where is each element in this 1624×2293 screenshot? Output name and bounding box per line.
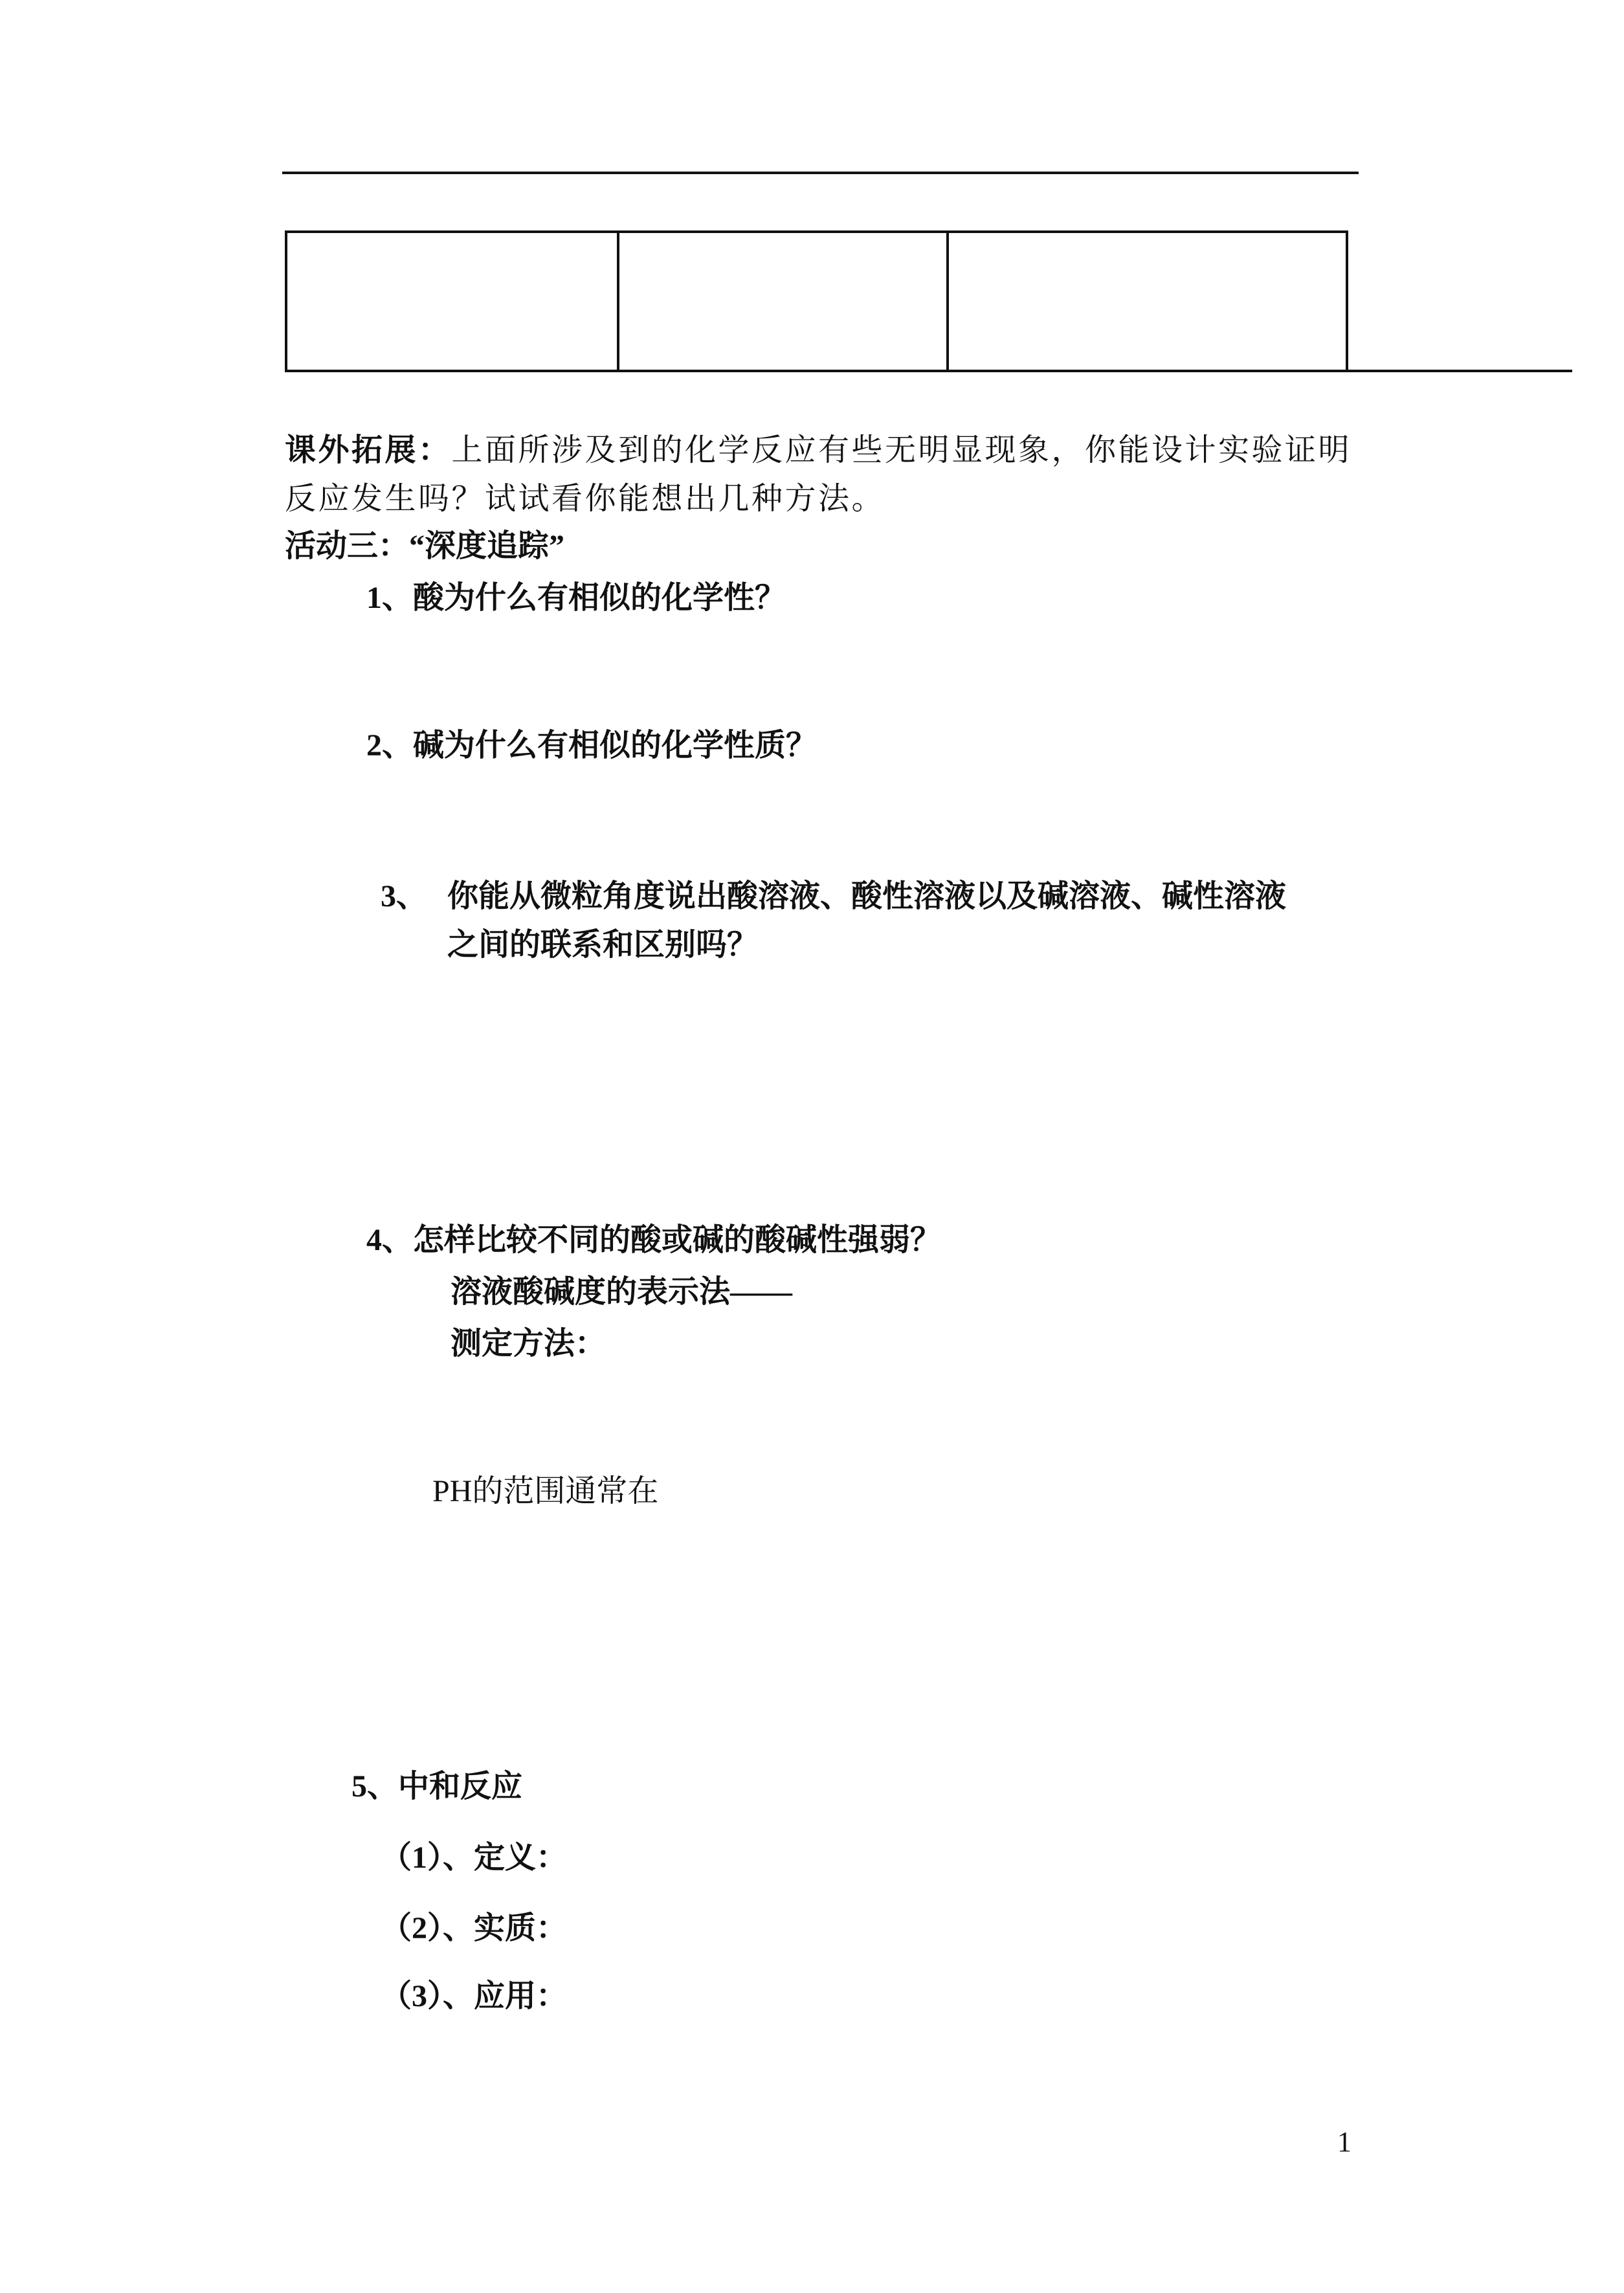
page-number: 1 (1337, 2126, 1351, 2158)
extension-line-1 (285, 434, 1351, 467)
activity-title: 活动三：“深度追踪” (285, 529, 565, 563)
question-2: 2、碱为什么有相似的化学性质？ (366, 728, 818, 763)
question-5: 5、中和反应 (351, 1769, 523, 1804)
question-5-item-essence: （2）、实质： (381, 1911, 568, 1945)
extension-line-2: 反应发生吗？试试看你能想出几种方法。 (285, 482, 885, 516)
table-cell[interactable] (619, 233, 949, 370)
table-bottom-extension-rule (1346, 370, 1572, 372)
question-5-item-application: （3）、应用： (381, 1979, 568, 2013)
question-3-line-2: 之间的联系和区别吗？ (447, 928, 759, 962)
question-3-number: 3、 (381, 879, 428, 913)
answer-table (285, 230, 1348, 372)
question-3-line-1: 你能从微粒角度说出酸溶液、酸性溶液以及碱溶液、碱性溶液 (447, 879, 1287, 913)
question-4-sub-1: 溶液酸碱度的表示法—— (450, 1275, 793, 1309)
extension-text-1: 上面所涉及到的化学反应有些无明显现象，你能设计实验证明 (451, 433, 1352, 467)
header-rule (282, 172, 1359, 174)
extension-label: 课外拓展： (285, 433, 452, 467)
table-cell[interactable] (287, 233, 619, 370)
question-1: 1、酸为什么有相似的化学性？ (366, 581, 786, 615)
question-4-sub-2: 测定方法： (450, 1326, 606, 1361)
table-cell[interactable] (949, 233, 1346, 370)
ph-range-text: PH的范围通常在 (432, 1474, 659, 1508)
question-5-item-definition: （1）、定义： (381, 1840, 568, 1875)
question-4: 4、怎样比较不同的酸或碱的酸碱性强弱？ (366, 1223, 942, 1257)
